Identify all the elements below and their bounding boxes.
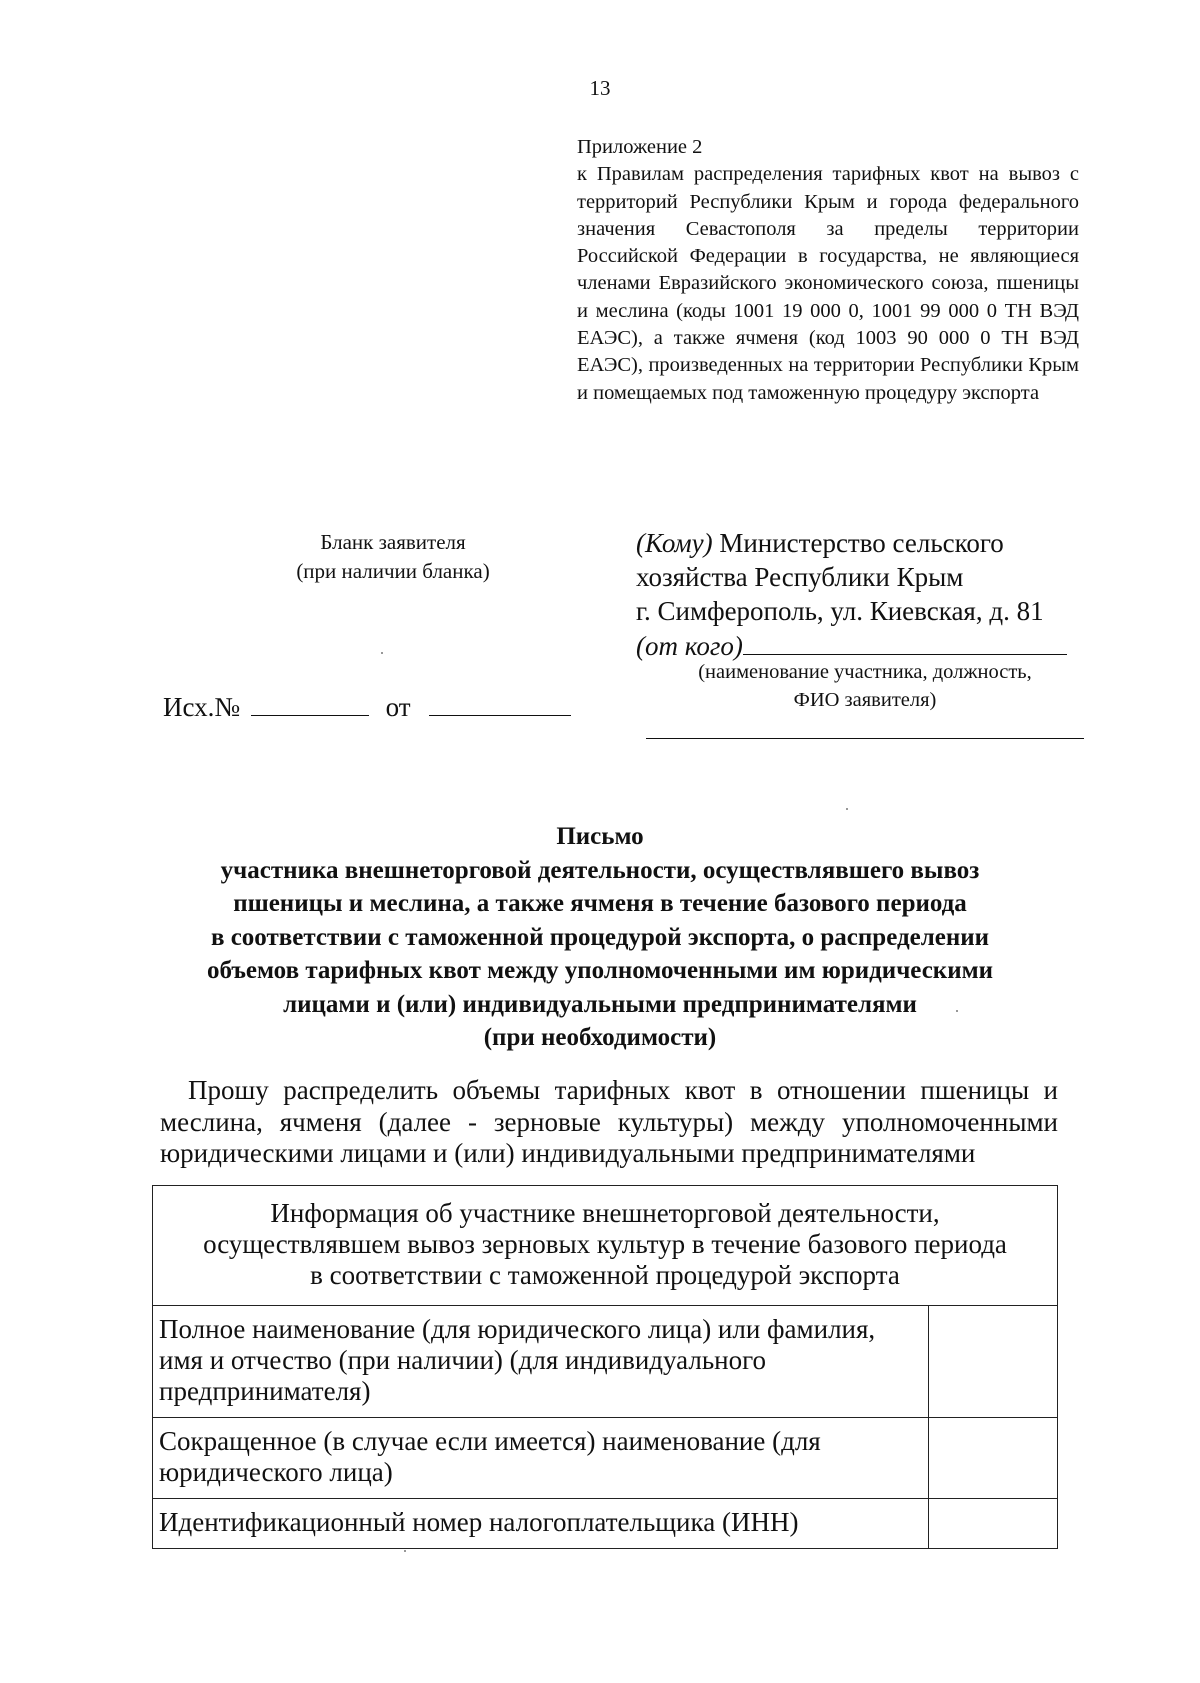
short-name-value-cell[interactable] [929, 1418, 1058, 1499]
letter-title-line4: в соответствии с таможенной процедурой экспорта, о распределении [210, 923, 990, 951]
letter-title-line5: объемов тарифных квот между уполномоченными им юридическими [206, 957, 994, 984]
short-name-label-line2: юридического лица) [159, 1457, 393, 1487]
applicant-blank-line2: (при наличии бланка) [296, 559, 490, 583]
table-header-row [153, 1186, 1058, 1306]
scan-speck [956, 1010, 958, 1012]
scan-speck [381, 652, 383, 654]
full-name-label [153, 1306, 929, 1418]
inn-label [153, 1499, 929, 1549]
letter-title-line3: пшеницы и меслина, а также ячменя в течение базового периода [233, 890, 967, 917]
table-row [153, 1306, 1058, 1418]
request-paragraph [160, 1075, 1058, 1170]
letter-title-line7: (при необходимости) [483, 1024, 717, 1051]
short-name-label-line1: Сокращенное (в случае если имеется) наименование (для [159, 1426, 821, 1456]
recipient-address: г. Симферополь, ул. Киевская, д. 81 [636, 596, 1044, 626]
table-header-line2: осуществлявшем вывоз зерновых культур в течение базового периода [203, 1229, 1007, 1259]
outgoing-number-label: Исх.№ [163, 692, 241, 722]
applicant-blank-line1: Бланк заявителя [320, 530, 466, 554]
request-line3: юридическими лицами и (или) индивидуальными предпринимателями [160, 1138, 976, 1168]
letter-title-line1: Письмо [556, 823, 644, 850]
from-input-line[interactable] [743, 628, 1067, 655]
appendix-text: к Правилам распределения тарифных квот на вывоз с территорий Республики Крым и города федерального значения Севастополя за пределы территории Российской Федерации в государства, не являющиеся членами Евразийского экономического союза, пшеницы и меслина (коды 1001 19 000 0, 1001 99 000 0 ТН ВЭД ЕАЭС), а также ячменя (код 1003 90 000 0 ТН ВЭД ЕАЭС), произведенных на территории Республики Крым и помещаемых под таможенную процедуру экспорта [577, 163, 1079, 404]
table-header-line3: в соответствии с таможенной процедурой экспорта [310, 1260, 900, 1290]
full-name-label-line3: предпринимателя) [159, 1376, 371, 1406]
from-note [650, 658, 1080, 714]
participant-info-table [152, 1185, 1058, 1549]
from-note-line2: ФИО заявителя) [793, 689, 937, 711]
table-row [153, 1499, 1058, 1549]
inn-label-line1: Идентификационный номер налогоплательщика (ИНН) [159, 1507, 799, 1537]
scan-speck [404, 1550, 406, 1552]
full-name-label-line2: имя и отчество (при наличии) (для индивидуального [159, 1345, 767, 1375]
table-row [153, 1418, 1058, 1499]
short-name-label [153, 1418, 929, 1499]
full-name-label-line1: Полное наименование (для юридического лица) или фамилия, [159, 1314, 876, 1344]
from-signature-line[interactable] [646, 738, 1084, 739]
outgoing-date-label: от [385, 692, 411, 722]
inn-value-cell[interactable] [929, 1499, 1058, 1549]
recipient-block [636, 526, 1086, 663]
appendix-block [577, 134, 1079, 407]
outgoing-number-field[interactable] [251, 693, 369, 716]
page-number: 13 [589, 76, 611, 100]
scan-speck [846, 808, 848, 810]
request-line2: меслина, ячменя (далее - зерновые культуры) между уполномоченными [160, 1106, 1058, 1137]
recipient-name-line2: хозяйства Республики Крым [636, 562, 964, 592]
applicant-blank-note [258, 528, 528, 586]
letter-title-line6: лицами и (или) индивидуальными предпринимателями [283, 990, 917, 1018]
letter-title [150, 820, 1050, 1055]
from-note-line1: (наименование участника, должность, [698, 661, 1032, 683]
appendix-title: Приложение 2 [577, 136, 703, 158]
full-name-value-cell[interactable] [929, 1306, 1058, 1418]
to-label: (Кому) [636, 528, 713, 558]
outgoing-date-field[interactable] [429, 693, 571, 716]
from-label: (от кого) [636, 631, 743, 661]
letter-title-line2: участника внешнеторговой деятельности, осуществлявшего вывоз [220, 856, 980, 884]
recipient-name-line1: Министерство сельского [719, 528, 1004, 558]
outgoing-number-row [163, 692, 571, 723]
table-header-line1: Информация об участнике внешнеторговой деятельности, [270, 1198, 940, 1228]
table-header [153, 1186, 1058, 1306]
request-line1: Прошу распределить объемы тарифных квот в отношении пшеницы и [188, 1075, 1058, 1105]
